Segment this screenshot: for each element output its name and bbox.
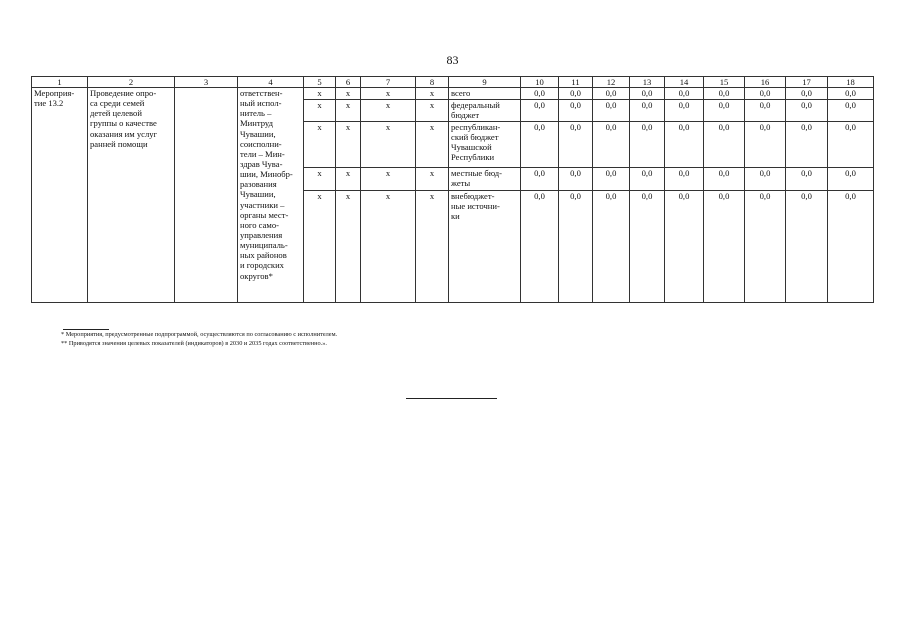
value-cell: 0,0 xyxy=(828,191,874,303)
column-header: 1 xyxy=(32,77,88,88)
source-cell: республикан- ский бюджет Чувашской Республики xyxy=(449,122,521,168)
value-cell: 0,0 xyxy=(593,88,630,100)
value-cell: 0,0 xyxy=(786,191,828,303)
source-cell: местные бюд- жеты xyxy=(449,168,521,191)
executor-text: ответствен- ный испол- нитель – Минтруд Чувашии, соисполни- тели – Мин- здрав Чува- шии, Минобр- разования Чувашии, участники – органы мест- ного само- управления муниципаль- ных районов и городских округов* xyxy=(240,88,293,281)
value-cell: 0,0 xyxy=(630,191,665,303)
value-cell: 0,0 xyxy=(745,88,786,100)
value-cell: 0,0 xyxy=(704,168,745,191)
code-cell: x xyxy=(416,88,449,100)
code-cell: x xyxy=(336,191,361,303)
executor-cell xyxy=(238,88,304,303)
column-header: 12 xyxy=(593,77,630,88)
event-label-cell xyxy=(32,88,88,303)
code-cell: x xyxy=(361,191,416,303)
value-cell: 0,0 xyxy=(559,191,593,303)
code-cell: x xyxy=(336,168,361,191)
value-cell: 0,0 xyxy=(828,100,874,122)
value-cell: 0,0 xyxy=(521,100,559,122)
value-cell: 0,0 xyxy=(521,122,559,168)
footnote-2: ** Приводятся значения целевых показателей (индикаторов) в 2030 и 2035 годах соответственно.». xyxy=(61,339,327,347)
value-cell: 0,0 xyxy=(704,122,745,168)
value-cell: 0,0 xyxy=(521,88,559,100)
column-header: 11 xyxy=(559,77,593,88)
empty-cell-3 xyxy=(175,88,238,303)
value-cell: 0,0 xyxy=(630,168,665,191)
value-cell: 0,0 xyxy=(786,122,828,168)
source-cell: всего xyxy=(449,88,521,100)
code-cell: x xyxy=(416,168,449,191)
column-header: 13 xyxy=(630,77,665,88)
code-cell: x xyxy=(304,122,336,168)
source-cell: внебюджет- ные источни- ки xyxy=(449,191,521,303)
value-cell: 0,0 xyxy=(559,88,593,100)
code-cell: x xyxy=(304,100,336,122)
code-cell: x xyxy=(336,88,361,100)
column-header: 7 xyxy=(361,77,416,88)
code-cell: x xyxy=(416,191,449,303)
value-cell: 0,0 xyxy=(704,191,745,303)
value-cell: 0,0 xyxy=(521,191,559,303)
value-cell: 0,0 xyxy=(665,191,704,303)
value-cell: 0,0 xyxy=(593,191,630,303)
page-number: 83 xyxy=(446,53,459,67)
value-cell: 0,0 xyxy=(786,100,828,122)
value-cell: 0,0 xyxy=(828,168,874,191)
value-cell: 0,0 xyxy=(745,122,786,168)
column-header: 3 xyxy=(175,77,238,88)
value-cell: 0,0 xyxy=(521,168,559,191)
footnote-divider xyxy=(63,329,109,330)
end-divider xyxy=(406,398,497,399)
code-cell: x xyxy=(336,100,361,122)
value-cell: 0,0 xyxy=(559,122,593,168)
column-header: 16 xyxy=(745,77,786,88)
column-header: 2 xyxy=(88,77,175,88)
value-cell: 0,0 xyxy=(828,122,874,168)
value-cell: 0,0 xyxy=(665,122,704,168)
column-header: 18 xyxy=(828,77,874,88)
column-header: 10 xyxy=(521,77,559,88)
value-cell: 0,0 xyxy=(630,122,665,168)
code-cell: x xyxy=(336,122,361,168)
code-cell: x xyxy=(416,100,449,122)
funding-table xyxy=(31,76,874,303)
code-cell: x xyxy=(304,168,336,191)
value-cell: 0,0 xyxy=(786,88,828,100)
value-cell: 0,0 xyxy=(593,168,630,191)
value-cell: 0,0 xyxy=(665,100,704,122)
value-cell: 0,0 xyxy=(745,191,786,303)
value-cell: 0,0 xyxy=(559,100,593,122)
header-row xyxy=(32,77,874,88)
column-header: 6 xyxy=(336,77,361,88)
value-cell: 0,0 xyxy=(559,168,593,191)
column-header: 17 xyxy=(786,77,828,88)
source-cell: федеральный бюджет xyxy=(449,100,521,122)
table-row xyxy=(32,88,874,100)
value-cell: 0,0 xyxy=(665,168,704,191)
value-cell: 0,0 xyxy=(593,122,630,168)
value-cell: 0,0 xyxy=(828,88,874,100)
event-label: Мероприя- тие 13.2 xyxy=(34,88,75,109)
value-cell: 0,0 xyxy=(630,88,665,100)
column-header: 15 xyxy=(704,77,745,88)
column-header: 4 xyxy=(238,77,304,88)
value-cell: 0,0 xyxy=(665,88,704,100)
value-cell: 0,0 xyxy=(704,88,745,100)
code-cell: x xyxy=(304,88,336,100)
value-cell: 0,0 xyxy=(745,168,786,191)
code-cell: x xyxy=(361,122,416,168)
code-cell: x xyxy=(361,100,416,122)
footnote-1: * Мероприятия, предусмотренные подпрограммой, осуществляются по согласованию с исполнителем. xyxy=(61,331,338,338)
value-cell: 0,0 xyxy=(630,100,665,122)
column-header: 8 xyxy=(416,77,449,88)
code-cell: x xyxy=(416,122,449,168)
event-title-cell xyxy=(88,88,175,303)
value-cell: 0,0 xyxy=(593,100,630,122)
code-cell: x xyxy=(361,88,416,100)
value-cell: 0,0 xyxy=(704,100,745,122)
value-cell: 0,0 xyxy=(745,100,786,122)
event-title: Проведение опро- са среди семей детей целевой группы о качестве оказания им услуг ранней помощи xyxy=(90,88,158,149)
code-cell: x xyxy=(304,191,336,303)
value-cell: 0,0 xyxy=(786,168,828,191)
column-header: 14 xyxy=(665,77,704,88)
column-header: 5 xyxy=(304,77,336,88)
footnotes xyxy=(61,331,337,348)
code-cell: x xyxy=(361,168,416,191)
column-header: 9 xyxy=(449,77,521,88)
